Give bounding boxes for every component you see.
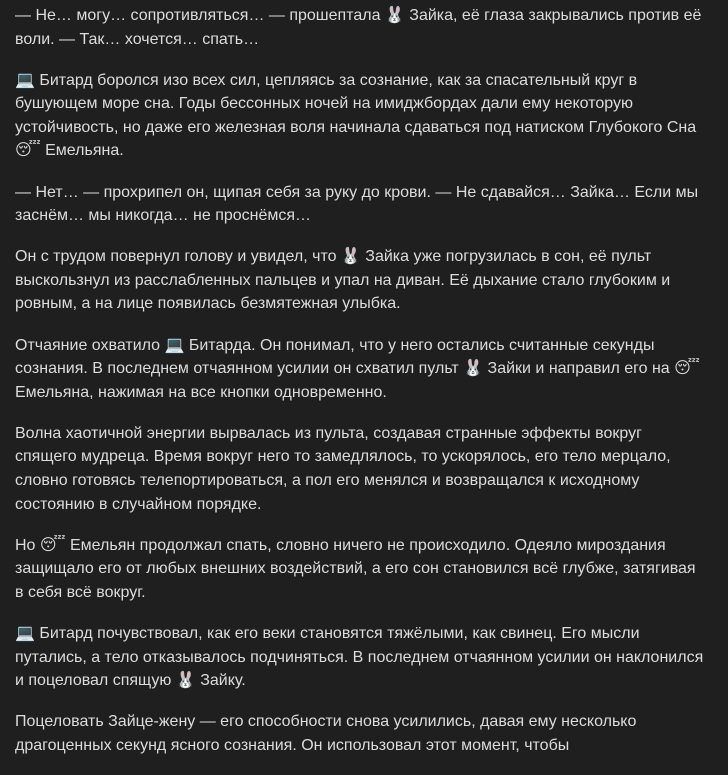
paragraph: 💻 Битард боролся изо всех сил, цепляясь за сознание, как за спасательный круг в бушующем море сна. Годы бессонных ночей на имиджбордах дали ему некоторую устойчивость, но даже его железная воля начинала сдаваться под натиском Глубокого Сна 😴 Емельяна. [15, 71, 697, 160]
paragraph: Но 😴 Емельян продолжал спать, словно ничего не происходило. Одеяло мироздания защищало его от любых внешних воздействий, а его сон становился всё глубже, затягивая в себя всё вокруг. [15, 536, 696, 601]
paragraph: 💻 Битард почувствовал, как его веки становятся тяжёлыми, как свинец. Его мысли путались, а тело отказывалось подчиняться. В последнем отчаянном усилии он наклонился и поцеловал спящую 🐰 Зайку. [15, 624, 704, 690]
paragraph: — Нет… — прохрипел он, щипая себя за руку до крови. — Не сдавайся… Зайка… Если мы заснём… мы никогда… не проснёмся… [15, 183, 699, 225]
paragraph: — Не… могу… сопротивляться… — прошептала 🐰 Зайка, её глаза закрывались против её воли. — Так… хочется… спать… [15, 7, 702, 48]
paragraph: Отчаяние охватило 💻 Битарда. Он понимал, что у него остались считанные секунды сознания. В последнем отчаянном усилии он схватил пульт 🐰 Зайки и направил его на 😴 Емельяна, нажимая на все кнопки одновременно. [15, 336, 700, 401]
paragraph: Поцеловать Зайце-жену — его способности снова усилились, давая ему несколько драгоценных секунд ясного сознания. Он использовал этот момент, чтобы [15, 713, 637, 754]
story-text [15, 4, 705, 775]
paragraph: Он с трудом повернул голову и увидел, что 🐰 Зайка уже погрузилась в сон, её пульт выскользнул из расслабленных пальцев и упал на диван. Её дыхание стало глубоким и ровным, а на лице появилась безмятежная улыбка. [15, 248, 671, 313]
paragraph: Волна хаотичной энергии вырвалась из пульта, создавая странные эффекты вокруг спящего мудреца. Время вокруг него то замедлялось, то ускорялось, его тело мерцало, словно готовясь телепортироваться, а пол его менялся и возвращался к исходному состоянию в случайном порядке. [15, 424, 671, 513]
